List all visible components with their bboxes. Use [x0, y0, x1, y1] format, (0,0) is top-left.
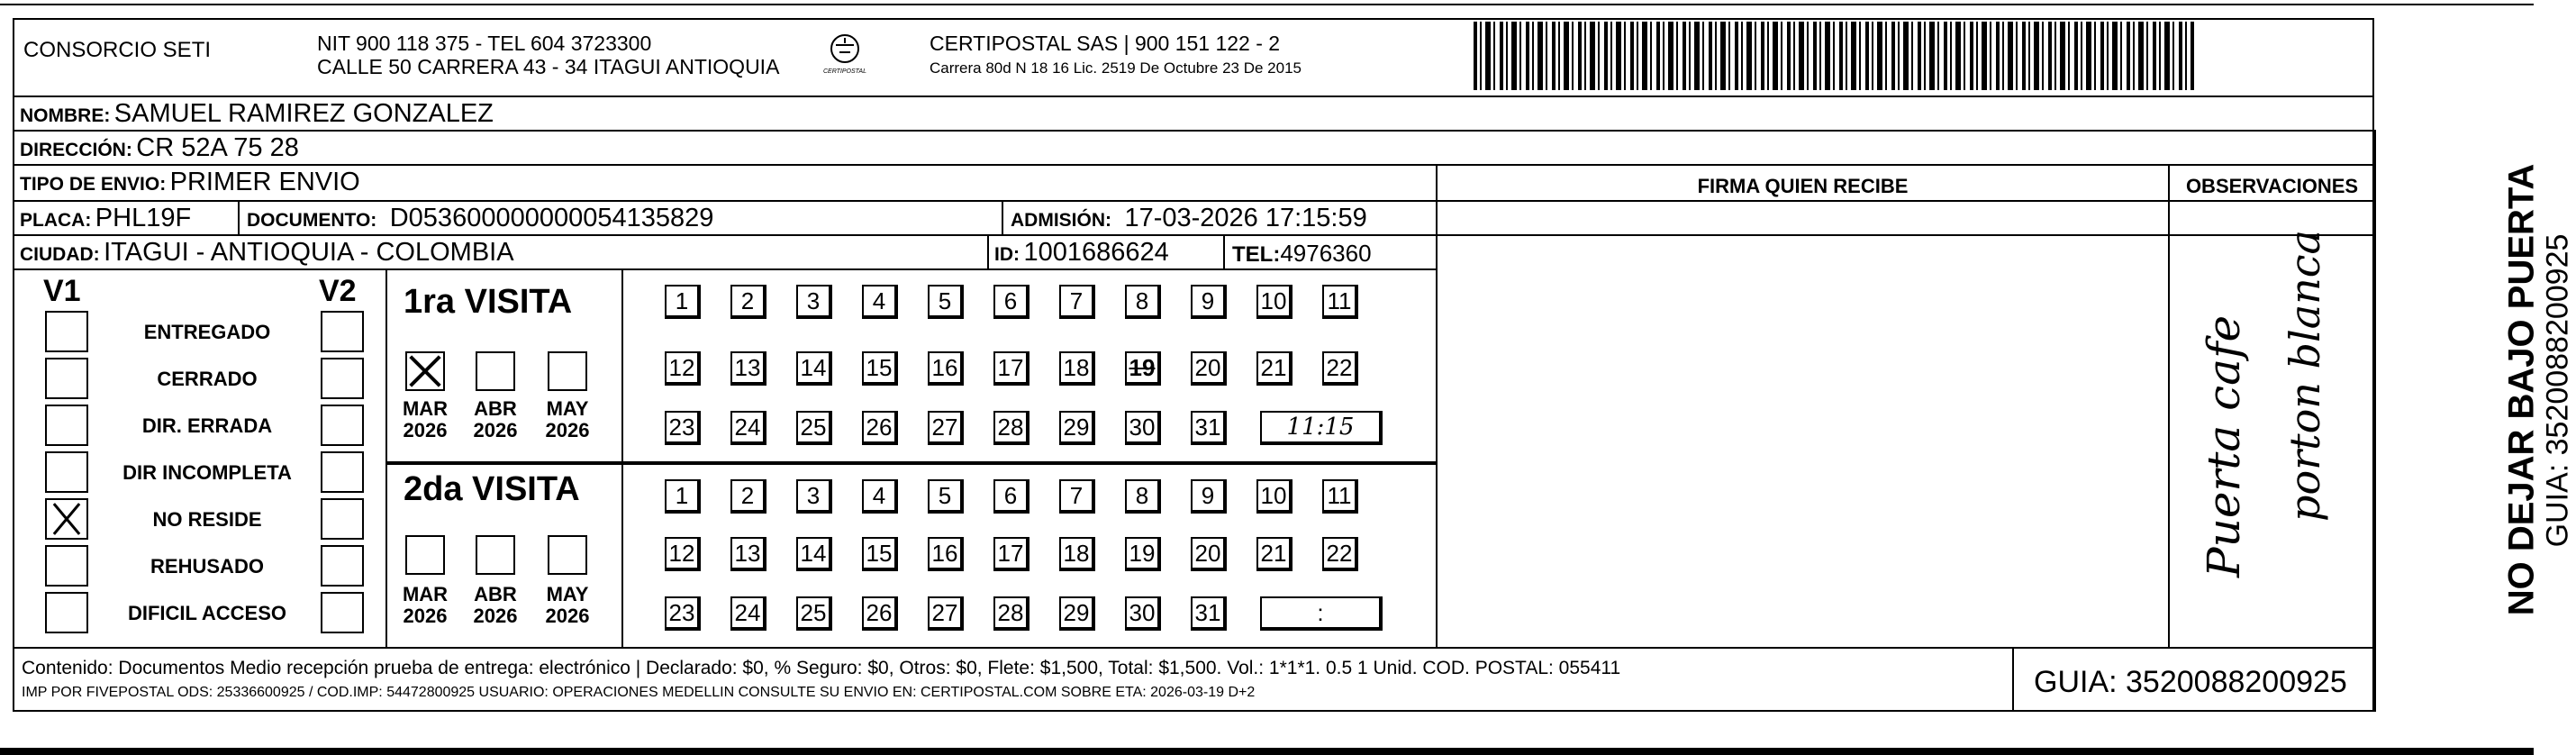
visit1-month-year: 2026 — [545, 419, 590, 441]
footer-content: Contenido: Documentos Medio recepción prueba de entrega: electrónico | Declarado: $0, % Seguro: $0, Otros: $0, Flete: $1,500, Total: $1,500. Vol.: 1*1*1. 0.5 1 Unid. COD. POSTAL: 055411 — [22, 658, 1621, 678]
rule — [13, 647, 2374, 649]
visit2-day-9[interactable]: 9 — [1191, 479, 1227, 514]
side-guide: GUIA: 3520088200925 — [2540, 233, 2575, 548]
visit1-day-27[interactable]: 27 — [928, 411, 964, 445]
rule — [1223, 234, 1225, 268]
visit2-month-name: ABR — [474, 583, 517, 605]
visit1-month-label — [540, 398, 594, 441]
plate-cell — [20, 204, 191, 233]
visit1-day-25[interactable]: 25 — [796, 411, 832, 445]
logo-text: CERTIPOSTAL — [823, 68, 866, 75]
v1-checkbox-dir-errada[interactable] — [45, 405, 88, 446]
status-label: ENTREGADO — [143, 321, 271, 343]
id-label: ID: — [994, 244, 1020, 265]
visit2-day-21[interactable]: 21 — [1256, 537, 1293, 571]
rule — [238, 200, 240, 234]
city-cell — [20, 238, 514, 268]
signature-area[interactable] — [1438, 236, 2168, 647]
visit2-month-year: 2026 — [473, 605, 518, 627]
handwriting-line: porton blanca — [2281, 230, 2329, 522]
visit1-day-23[interactable]: 23 — [665, 411, 701, 445]
visit1-month-label — [468, 398, 522, 441]
name-row — [20, 99, 494, 129]
visit1-day-17[interactable]: 17 — [993, 351, 1029, 386]
rule — [13, 268, 1436, 270]
top-rule — [0, 4, 2534, 5]
id-value: 1001686624 — [1023, 238, 1169, 267]
visit2-month-abr-checkbox[interactable] — [476, 535, 515, 575]
status-label: DIFICIL ACCESO — [127, 602, 286, 624]
visit1-month-mar-checkbox[interactable] — [405, 351, 445, 391]
visit1-day-12[interactable]: 12 — [665, 351, 701, 386]
visit2-day-19[interactable]: 19 — [1125, 537, 1161, 571]
visit1-day-30[interactable]: 30 — [1125, 411, 1161, 445]
visit1-day-29[interactable]: 29 — [1059, 411, 1095, 445]
side-warning: NO DEJAR BAJO PUERTA — [2501, 163, 2542, 616]
document-label: DOCUMENTO: — [247, 210, 377, 231]
visit1-day-28[interactable]: 28 — [993, 411, 1029, 445]
city-label: CIUDAD: — [20, 244, 100, 265]
v2-checkbox-rehusado[interactable] — [321, 545, 364, 587]
status-label: DIR INCOMPLETA — [122, 461, 292, 484]
visit1-title: 1ra VISITA — [404, 283, 573, 321]
visit2-day-13[interactable]: 13 — [730, 537, 766, 571]
visit2-day-20[interactable]: 20 — [1191, 537, 1227, 571]
visit1-day-6[interactable]: 6 — [993, 285, 1029, 319]
visit2-month-mar-checkbox[interactable] — [405, 535, 445, 575]
visit2-day-7[interactable]: 7 — [1059, 479, 1095, 514]
v2-checkbox-dir-incompleta[interactable] — [321, 451, 364, 493]
visit1-day-2[interactable]: 2 — [730, 285, 766, 319]
visit2-title: 2da VISITA — [404, 470, 580, 508]
visit2-month-label — [468, 584, 522, 627]
observations-handwriting — [2170, 230, 2374, 647]
bottom-rule — [0, 748, 2534, 755]
visit2-day-30[interactable]: 30 — [1125, 596, 1161, 631]
visit1-day-10[interactable]: 10 — [1256, 285, 1293, 319]
visit2-day-29[interactable]: 29 — [1059, 596, 1095, 631]
visit2-day-24[interactable]: 24 — [730, 596, 766, 631]
visit2-month-label — [398, 584, 452, 627]
visit1-month-label — [398, 398, 452, 441]
v1-checkbox-entregado[interactable] — [45, 311, 88, 352]
handwriting-line: Puerta cafe — [2198, 314, 2250, 578]
visit2-month-year: 2026 — [403, 605, 448, 627]
visit2-day-25[interactable]: 25 — [796, 596, 832, 631]
visit2-month-name: MAR — [402, 583, 449, 605]
type-label: TIPO DE ENVIO: — [20, 174, 167, 195]
type-value: PRIMER ENVIO — [169, 168, 360, 196]
visit1-month-name: MAY — [546, 397, 589, 420]
visit2-day-14[interactable]: 14 — [796, 537, 832, 571]
rule — [987, 234, 989, 268]
name-value: SAMUEL RAMIREZ GONZALEZ — [113, 99, 494, 128]
visit1-day-9[interactable]: 9 — [1191, 285, 1227, 319]
visit1-day-20[interactable]: 20 — [1191, 351, 1227, 386]
rule — [13, 96, 2374, 97]
address-label: DIRECCIÓN: — [20, 140, 132, 160]
status-label: DIR. ERRADA — [141, 414, 273, 437]
visit2-day-27[interactable]: 27 — [928, 596, 964, 631]
admission-label: ADMISIÓN: — [1011, 210, 1111, 231]
visit1-day-11[interactable]: 11 — [1322, 285, 1358, 319]
rule — [385, 461, 1436, 465]
company-name: CONSORCIO SETI — [23, 38, 212, 62]
rule — [2374, 130, 2376, 712]
visit1-day-4[interactable]: 4 — [862, 285, 898, 319]
admission-value: 17-03-2026 17:15:59 — [1124, 204, 1367, 232]
visit1-day-15[interactable]: 15 — [862, 351, 898, 386]
certipostal-license: Carrera 80d N 18 16 Lic. 2519 De Octubre 23 De 2015 — [930, 59, 1302, 77]
address-line: CALLE 50 CARRERA 43 - 34 ITAGUI ANTIOQUIA — [317, 55, 780, 78]
certipostal-line: CERTIPOSTAL SAS | 900 151 122 - 2 — [930, 32, 1281, 55]
visit2-month-name: MAY — [546, 583, 589, 605]
visit2-day-4[interactable]: 4 — [862, 479, 898, 514]
v2-checkbox-no-reside[interactable] — [321, 498, 364, 540]
observations-header: OBSERVACIONES — [2185, 175, 2359, 197]
document-cell — [247, 204, 713, 233]
nit-line: NIT 900 118 375 - TEL 604 3723300 — [317, 32, 652, 55]
id-cell — [994, 238, 1169, 268]
visit2-day-18[interactable]: 18 — [1059, 537, 1095, 571]
v2-checkbox-entregado[interactable] — [321, 311, 364, 352]
visit1-month-name: ABR — [474, 397, 517, 420]
v1-checkbox-dir-incompleta[interactable] — [45, 451, 88, 493]
v1-checkbox-cerrado[interactable] — [45, 358, 88, 399]
visit2-month-label — [540, 584, 594, 627]
tel-label: TEL: — [1232, 242, 1281, 267]
rule — [13, 164, 2374, 166]
visit1-month-year: 2026 — [473, 419, 518, 441]
name-label: NOMBRE: — [20, 105, 111, 126]
type-row — [20, 168, 360, 197]
v2-checkbox-cerrado[interactable] — [321, 358, 364, 399]
v1-label: V1 — [43, 274, 81, 308]
visit1-day-5[interactable]: 5 — [928, 285, 964, 319]
visit2-day-5[interactable]: 5 — [928, 479, 964, 514]
v1-checkbox-rehusado[interactable] — [45, 545, 88, 587]
visit1-day-7[interactable]: 7 — [1059, 285, 1095, 319]
admission-cell — [1011, 204, 1367, 233]
visit1-month-year: 2026 — [403, 419, 448, 441]
rule — [13, 234, 1436, 236]
visit1-day-13[interactable]: 13 — [730, 351, 766, 386]
v2-label: V2 — [319, 274, 357, 308]
visit1-month-abr-checkbox[interactable] — [476, 351, 515, 391]
rule — [1002, 200, 1003, 234]
visit2-day-22[interactable]: 22 — [1322, 537, 1358, 571]
visit1-day-3[interactable]: 3 — [796, 285, 832, 319]
address-row — [20, 133, 299, 163]
visit2-day-11[interactable]: 11 — [1322, 479, 1358, 514]
v1-checkbox-no-reside[interactable] — [45, 498, 88, 540]
status-label: CERRADO — [157, 368, 258, 390]
visit2-day-10[interactable]: 10 — [1256, 479, 1293, 514]
visit2-day-31[interactable]: 31 — [1191, 596, 1227, 631]
visit2-day-17[interactable]: 17 — [993, 537, 1029, 571]
visit1-day-19[interactable]: 19 — [1125, 351, 1161, 386]
footer-print-info: IMP POR FIVEPOSTAL ODS: 25336600925 / COD.IMP: 54472800925 USUARIO: OPERACIONES MEDELLIN CONSULTE SU ENVIO EN: CERTIPOSTAL.COM SOBRE ETA: 2026-03-19 D+2 — [22, 685, 1256, 700]
rule — [2012, 647, 2014, 712]
visit1-month-name: MAR — [402, 397, 449, 420]
visit1-day-31[interactable]: 31 — [1191, 411, 1227, 445]
certipostal-logo — [818, 32, 872, 81]
visit2-day-15[interactable]: 15 — [862, 537, 898, 571]
status-label: REHUSADO — [150, 555, 264, 578]
rule — [621, 268, 623, 647]
visit2-month-may-checkbox[interactable] — [548, 535, 587, 575]
v2-checkbox-dificil-acceso[interactable] — [321, 592, 364, 633]
tel-value: 4976360 — [1280, 240, 1372, 267]
visit1-time-box[interactable]: 11:15 — [1260, 411, 1383, 445]
city-value: ITAGUI - ANTIOQUIA - COLOMBIA — [104, 238, 514, 267]
plate-label: PLACA: — [20, 210, 92, 231]
visit2-day-6[interactable]: 6 — [993, 479, 1029, 514]
visit2-day-16[interactable]: 16 — [928, 537, 964, 571]
visit2-day-2[interactable]: 2 — [730, 479, 766, 514]
tel-cell — [1232, 240, 1372, 268]
address-value: CR 52A 75 28 — [136, 133, 299, 162]
visit2-day-28[interactable]: 28 — [993, 596, 1029, 631]
visit2-day-23[interactable]: 23 — [665, 596, 701, 631]
visit1-day-22[interactable]: 22 — [1322, 351, 1358, 386]
v1-checkbox-dificil-acceso[interactable] — [45, 592, 88, 633]
rule — [13, 130, 2374, 132]
footer-guide: GUIA: 3520088200925 — [2034, 665, 2347, 699]
visit1-month-may-checkbox[interactable] — [548, 351, 587, 391]
visit2-day-1[interactable]: 1 — [665, 479, 701, 514]
visit2-day-12[interactable]: 12 — [665, 537, 701, 571]
barcode — [1474, 22, 2194, 90]
visit2-time-box[interactable]: : — [1260, 596, 1383, 631]
visit1-day-1[interactable]: 1 — [665, 285, 701, 319]
rule — [13, 200, 2374, 202]
visit2-day-3[interactable]: 3 — [796, 479, 832, 514]
status-label: NO RESIDE — [152, 508, 262, 531]
visit1-day-26[interactable]: 26 — [862, 411, 898, 445]
v2-checkbox-dir-errada[interactable] — [321, 405, 364, 446]
visit1-day-14[interactable]: 14 — [796, 351, 832, 386]
visit1-day-21[interactable]: 21 — [1256, 351, 1293, 386]
visit1-day-16[interactable]: 16 — [928, 351, 964, 386]
visit2-day-8[interactable]: 8 — [1125, 479, 1161, 514]
document-value: D053600000000054135829 — [389, 204, 714, 232]
visit1-day-8[interactable]: 8 — [1125, 285, 1161, 319]
visit2-month-year: 2026 — [545, 605, 590, 627]
rule — [385, 268, 387, 647]
visit2-day-26[interactable]: 26 — [862, 596, 898, 631]
plate-value: PHL19F — [95, 204, 192, 232]
visit1-day-18[interactable]: 18 — [1059, 351, 1095, 386]
signature-header: FIRMA QUIEN RECIBE — [1697, 175, 1909, 197]
visit1-day-24[interactable]: 24 — [730, 411, 766, 445]
